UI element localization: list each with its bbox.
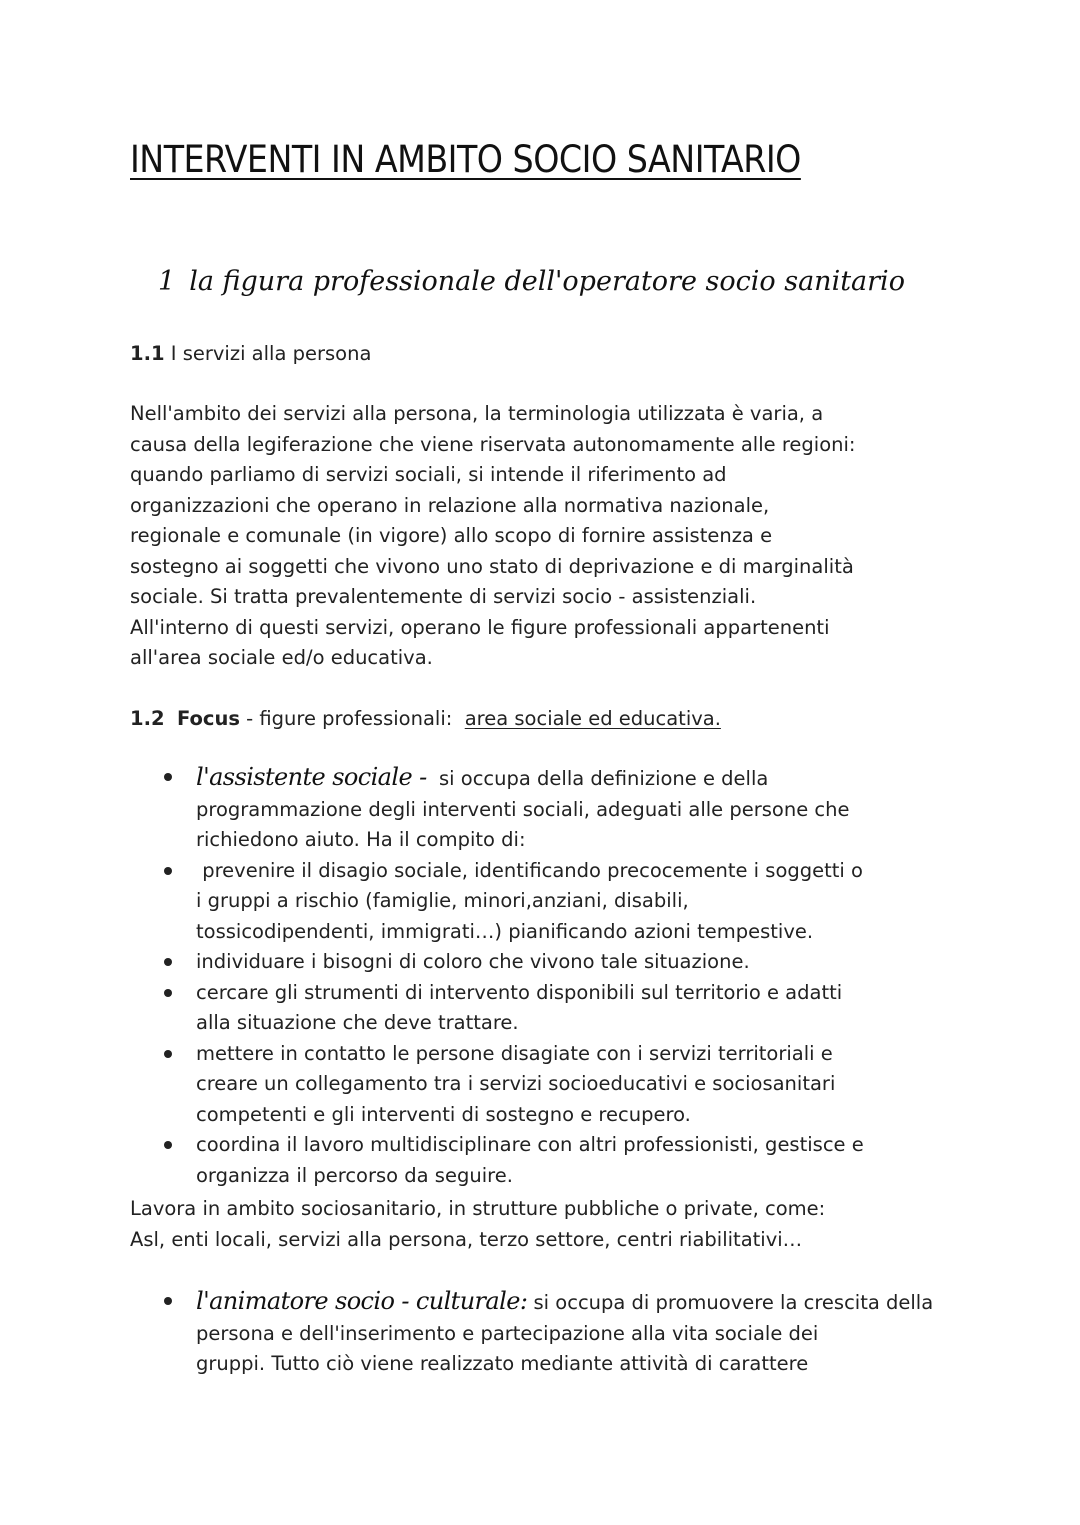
role-term: l'animatore socio - culturale: [196,1287,528,1315]
list-text: programmazione degli interventi sociali, adeguati alle persone che [196,797,850,821]
subsection-1-1-heading [130,339,371,370]
bullet-icon [164,1297,172,1305]
list-item [160,1130,864,1191]
paragraph-line: regionale e comunale (in vigore) allo scopo di fornire assistenza e [130,524,773,547]
bullet-icon [164,989,172,997]
bullet-icon [164,773,172,781]
list-text: organizza il percorso da seguire. [196,1163,513,1187]
document-title: INTERVENTI IN AMBITO SOCIO SANITARIO [130,138,801,181]
subsection-1-2-heading [130,704,721,735]
list-text: richiedono aiuto. Ha il compito di: [196,828,526,851]
list-text: si occupa della definizione e della [426,767,769,790]
list-text: gruppi. Tutto ciò viene realizzato mediante attività di carattere [196,1352,809,1375]
list-item [160,978,864,1039]
paragraph-line: organizzazioni che operano in relazione alla normativa nazionale, [130,493,770,517]
paragraph-line: quando parliamo di servizi sociali, si intende il riferimento ad [130,463,727,486]
bullet-icon [164,1141,172,1149]
list-item [160,1039,864,1131]
list-text: competenti e gli interventi di sostegno e recupero. [196,1102,691,1126]
section-heading [158,266,905,297]
bullet-icon [164,1050,172,1058]
list-text: i gruppi a rischio (famiglie, minori,anziani, disabili, [196,889,689,912]
list-item [160,762,864,856]
paragraph-line: sociale. Si tratta prevalentemente di servizi socio - assistenziali. [130,585,757,608]
list-text: tossicodipendenti, immigrati…) pianificando azioni tempestive. [196,919,814,943]
list-text: cercare gli strumenti di intervento disponibili sul territorio e adatti [196,980,843,1004]
list-item [160,947,864,978]
list-text: prevenire il disagio sociale, identificando precocemente i soggetti o [196,858,863,882]
list-text: creare un collegamento tra i servizi socioeducativi e sociosanitari [196,1072,836,1095]
list-text: persona e dell'inserimento e partecipazione alla vita sociale dei [196,1321,819,1345]
subsection-label: I servizi alla persona [170,342,372,365]
paragraph-workplace [130,1194,825,1255]
focus-label: Focus [176,707,240,730]
animatore-list [160,1286,933,1380]
focus-text: - figure professionali: [239,707,465,730]
section-number: 1 [158,266,176,297]
paragraph-line: Lavora in ambito sociosanitario, in strutture pubbliche o private, come: [130,1197,826,1220]
role-term: l'assistente sociale - [196,763,427,791]
paragraph-line: sostegno ai soggetti che vivono uno stato di deprivazione e di marginalità [130,554,854,578]
list-item [160,1286,933,1380]
focus-underlined-text: area sociale ed educativa. [464,707,721,730]
list-text: alla situazione che deve trattare. [196,1011,519,1034]
subsection-number: 1.2 [130,707,165,730]
bullet-icon [164,867,172,875]
paragraph-line: all'area sociale ed/o educativa. [130,646,433,669]
section-title: la figura professionale dell'operatore socio sanitario [189,266,905,297]
paragraph-services [130,399,856,674]
list-text: individuare i bisogni di coloro che vivono tale situazione. [196,950,750,973]
paragraph-line: All'interno di questi servizi, operano le figure professionali appartenenti [130,615,830,639]
bullet-icon [164,958,172,966]
list-text: si occupa di promuovere la crescita della [527,1291,934,1314]
list-text: mettere in contatto le persone disagiate con i servizi territoriali e [196,1041,833,1065]
list-item [160,856,864,948]
assistente-sociale-list [160,762,864,1191]
paragraph-line: Asl, enti locali, servizi alla persona, terzo settore, centri riabilitativi… [130,1227,803,1251]
paragraph-line: causa della legiferazione che viene riservata autonomamente alle regioni: [130,432,856,456]
list-text: coordina il lavoro multidisciplinare con altri professionisti, gestisce e [196,1133,864,1156]
paragraph-line: Nell'ambito dei servizi alla persona, la terminologia utilizzata è varia, a [130,402,824,425]
subsection-number: 1.1 [130,342,165,365]
